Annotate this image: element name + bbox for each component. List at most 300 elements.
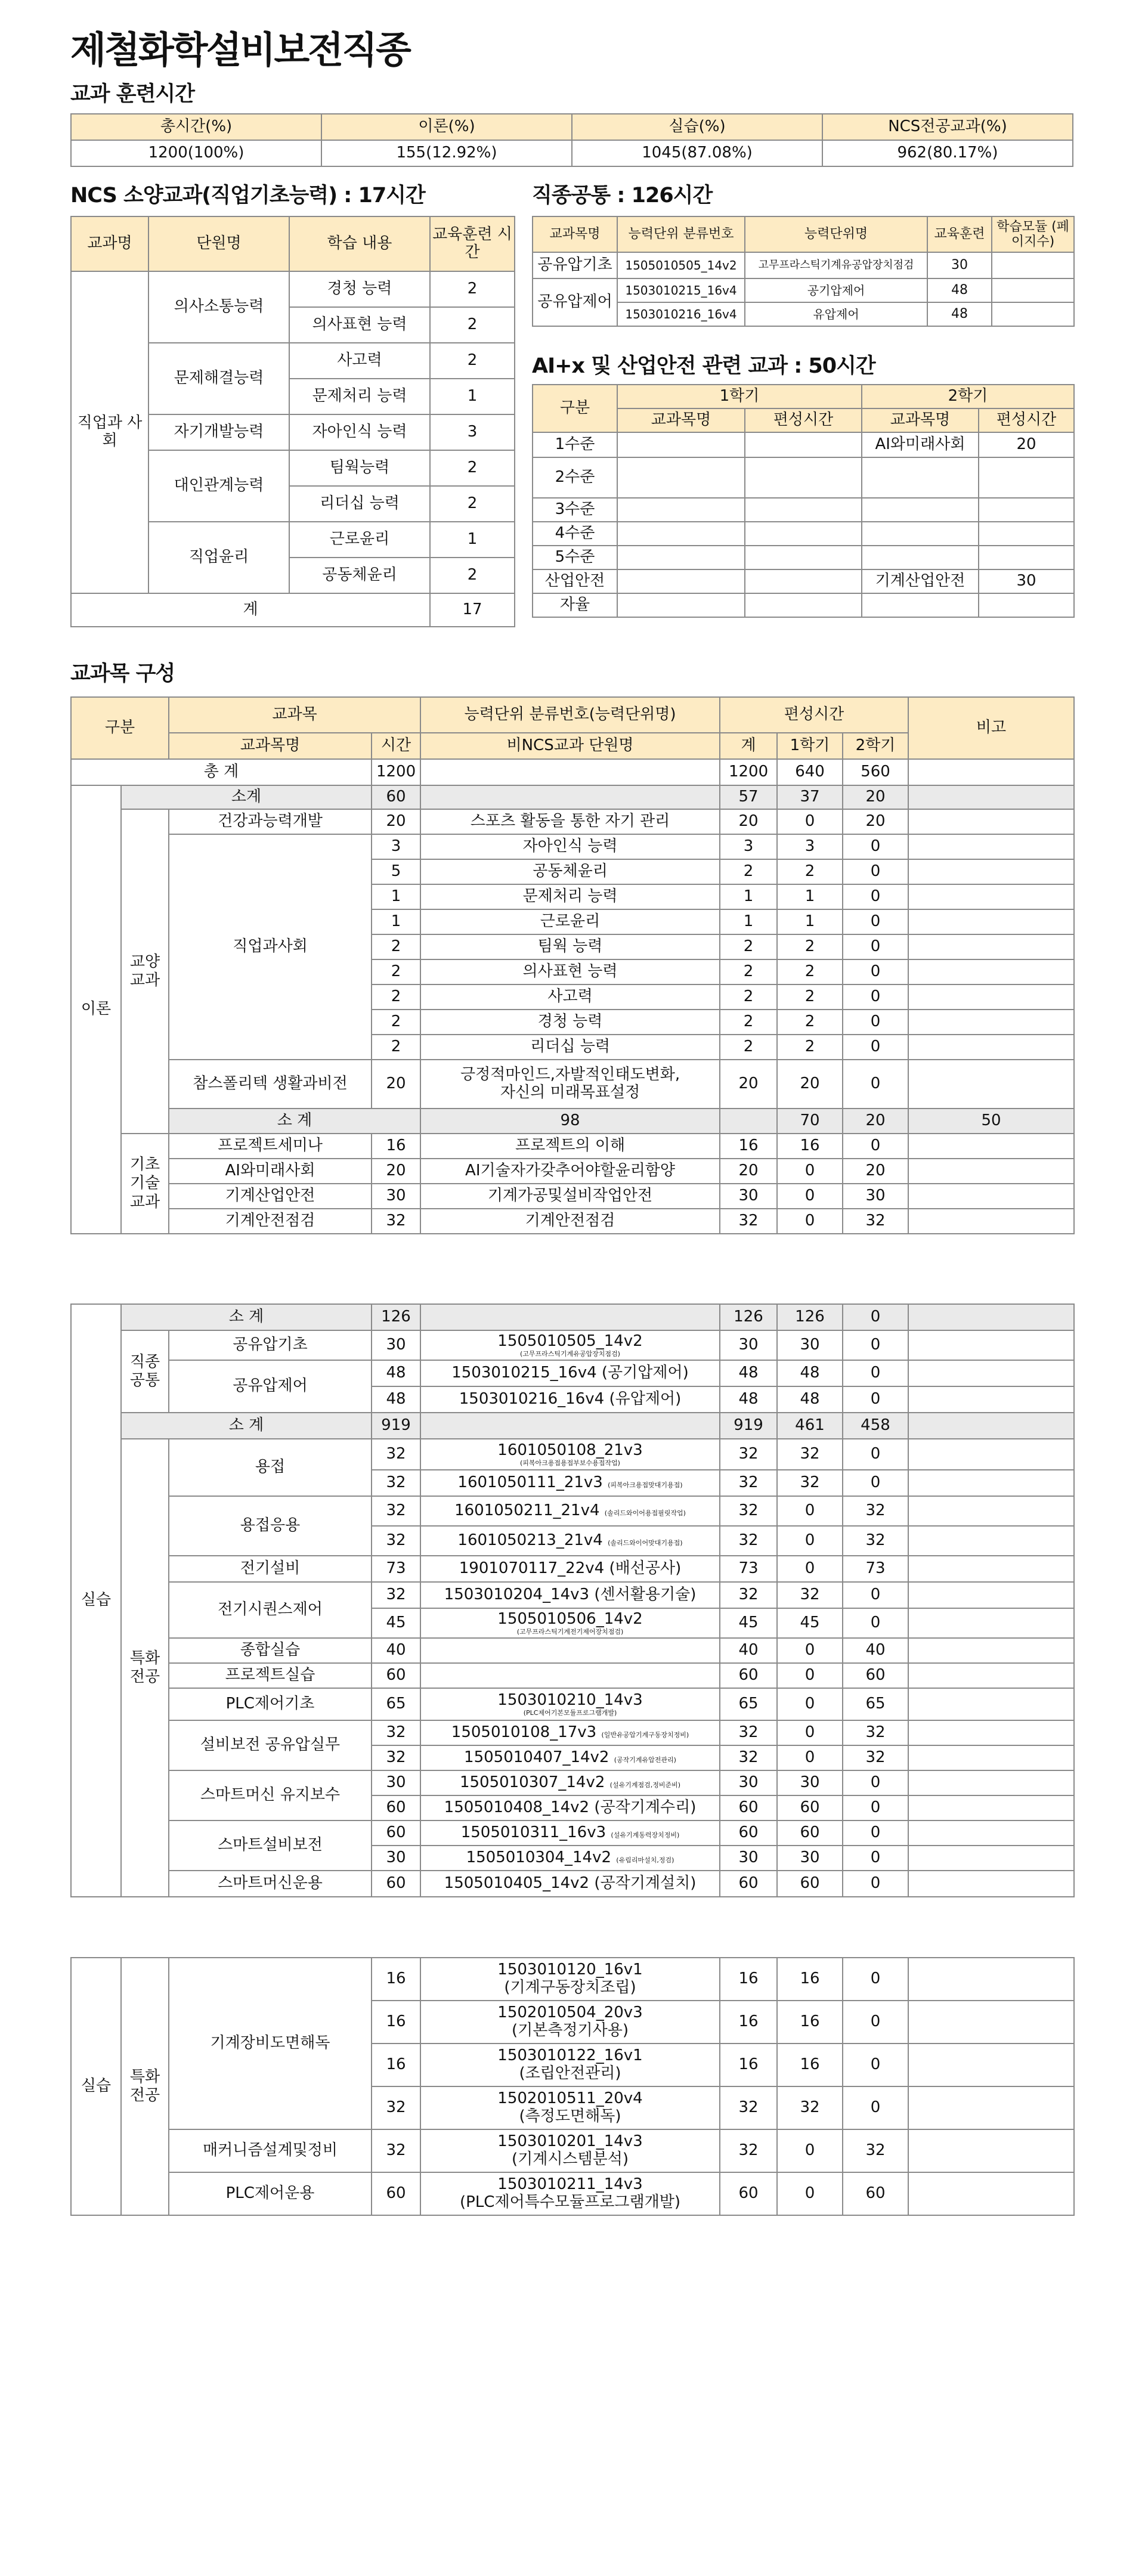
table-row: [71, 1770, 1074, 1795]
ncs-header-content: 학습 내용: [289, 216, 430, 271]
unit-small: (고무프라스틱기계유공압장치점검): [520, 1349, 620, 1358]
cell: 30: [777, 1330, 843, 1360]
cell: 30: [777, 1770, 843, 1795]
ai-cell: [862, 546, 979, 569]
grand-total-row: [71, 759, 1074, 785]
ai-cell: [745, 522, 862, 546]
cell: 60: [372, 2172, 420, 2215]
ai-cell: [745, 498, 862, 522]
unit-code: 1505010311_16v3: [460, 1823, 606, 1842]
cell: 스포츠 활동을 통한 자기 관리: [420, 809, 720, 834]
cell: 16: [372, 2001, 420, 2044]
ncs-content: 경청 능력: [289, 271, 430, 307]
cell: [908, 785, 1074, 809]
subtotal-row: [71, 785, 1074, 809]
unit-small: (PLC제어기본모듈프로그램개발): [523, 1708, 617, 1717]
cell: [908, 1134, 1074, 1159]
grand-total-label: 총 계: [71, 759, 372, 785]
subject-name: PLC제어운용: [169, 2172, 372, 2215]
value-total: 1200(100%): [71, 140, 321, 166]
cell: 1901070117_22v4 (배선공사): [420, 1556, 720, 1582]
unit-line: (기계시스템분석): [511, 2150, 629, 2168]
ai-cell: [979, 522, 1074, 546]
common-header-unit: 능력단위명: [745, 216, 927, 252]
cell: 60: [372, 1820, 420, 1846]
ncs-basic-table: [70, 216, 515, 627]
cell: [420, 1770, 720, 1795]
table-row: [71, 1184, 1074, 1209]
cell: [908, 1010, 1074, 1035]
cell: 65: [720, 1688, 777, 1720]
cell: [908, 2129, 1074, 2172]
common-unit: 유압제어: [745, 302, 927, 326]
cell: 461: [777, 1413, 843, 1439]
cell: [908, 1663, 1074, 1688]
subtotal-label: 소계: [121, 785, 372, 809]
ai-table: [532, 384, 1075, 618]
cell: 0: [843, 1770, 908, 1795]
ai-level: 자율: [533, 593, 617, 617]
cell: [420, 1720, 720, 1745]
cell: 2: [372, 959, 420, 984]
ncs-hours: 2: [430, 486, 515, 522]
cell: 0: [843, 1386, 908, 1413]
cell: 0: [843, 859, 908, 884]
unit-code: 1505010108_17v3: [451, 1723, 597, 1742]
header-ncs: NCS전공교과(%): [822, 114, 1073, 140]
table-row: [71, 834, 1074, 859]
cell: 32: [720, 1209, 777, 1234]
cell: [908, 1184, 1074, 1209]
cell: [908, 1035, 1074, 1060]
cell: [420, 2086, 720, 2129]
cell: 0: [843, 1795, 908, 1820]
cell: 0: [843, 2044, 908, 2086]
subject-name: 전기설비: [169, 1556, 372, 1582]
cell: 126: [720, 1304, 777, 1330]
unit-line: 1502010511_20v4: [497, 2089, 643, 2108]
cell: 0: [777, 1638, 843, 1663]
cell: [908, 984, 1074, 1010]
table-row: [71, 1330, 1074, 1360]
ai-cell: [745, 569, 862, 593]
comp-header-subject: 교과목: [169, 697, 420, 733]
cell: 57: [720, 785, 777, 809]
table-row: [71, 809, 1074, 834]
subject-name: 스마트설비보전: [169, 1820, 372, 1871]
cell: 2: [777, 1035, 843, 1060]
cell: 리더십 능력: [420, 1035, 720, 1060]
ncs-content: 근로윤리: [289, 522, 430, 558]
page-title: 제철화학설비보전직종: [70, 28, 410, 72]
cell: 32: [720, 1439, 777, 1470]
cell: 1200: [372, 759, 420, 785]
training-section-title: 교과 훈련시간: [70, 82, 195, 106]
cell: [420, 1958, 720, 2001]
cell: 60: [777, 1795, 843, 1820]
cell: 32: [843, 1209, 908, 1234]
cell: 2: [720, 934, 777, 959]
ai-cell: [979, 498, 1074, 522]
cell: 5: [372, 859, 420, 884]
cell: 32: [372, 1526, 420, 1556]
cell: 사고력: [420, 984, 720, 1010]
cell: 50: [908, 1109, 1074, 1134]
comp-header-sem2: 2학기: [843, 733, 908, 759]
ncs-hours: 3: [430, 414, 515, 450]
cell: 60: [372, 1795, 420, 1820]
ncs-content: 자아인식 능력: [289, 414, 430, 450]
table-row: [71, 1582, 1074, 1608]
ai-subheader: 교과목명: [617, 408, 745, 432]
cell: 32: [372, 2086, 420, 2129]
cell: 60: [372, 1663, 420, 1688]
table-row: [71, 1871, 1074, 1897]
cell: 0: [843, 1304, 908, 1330]
cell: 2: [372, 1035, 420, 1060]
cell: [420, 1439, 720, 1470]
cell: 문제처리 능력: [420, 884, 720, 909]
subtotal-label: 소 계: [169, 1109, 420, 1134]
cell: 32: [372, 1720, 420, 1745]
header-practice: 실습(%): [572, 114, 822, 140]
ncs-section-title: NCS 소양교과(직업기초능력) : 17시간: [70, 184, 425, 208]
unit-small: (솔리드와이어맞대기용접): [608, 1539, 683, 1547]
cell: 30: [720, 1330, 777, 1360]
common-module: [992, 302, 1074, 326]
comp-header-note: 비고: [908, 697, 1074, 759]
ai-header-level: 구분: [533, 385, 617, 432]
cell: [420, 1638, 720, 1663]
value-practice: 1045(87.08%): [572, 140, 822, 166]
cell: 16: [777, 2001, 843, 2044]
cell: 60: [720, 1820, 777, 1846]
common-header-subject: 교과목명: [533, 216, 617, 252]
common-module: [992, 278, 1074, 302]
ncs-content: 공동체윤리: [289, 558, 430, 593]
cell: 의사표현 능력: [420, 959, 720, 984]
cell: [420, 1470, 720, 1496]
ncs-content: 리더십 능력: [289, 486, 430, 522]
cell: 0: [843, 1582, 908, 1608]
ai-cell: [862, 498, 979, 522]
cell: 2: [720, 959, 777, 984]
unit-code: 1601050108_21v3: [497, 1441, 643, 1459]
table-row: [71, 1060, 1074, 1109]
unit-line: 자신의 미래목표설정: [500, 1083, 640, 1101]
ncs-subject: 직업과 사회: [71, 271, 148, 593]
ai-cell: [617, 593, 745, 617]
ai-subheader: 편성시간: [979, 408, 1074, 432]
cell: [908, 1330, 1074, 1360]
cell: 0: [777, 1526, 843, 1556]
composition-table-theory: [70, 696, 1075, 1234]
ai-cell: 20: [979, 432, 1074, 457]
cell: 73: [843, 1556, 908, 1582]
cell: 0: [777, 1209, 843, 1234]
cell: 1505010408_14v2 (공작기계수리): [420, 1795, 720, 1820]
unit-small: (설유기계동력장치정비): [611, 1831, 680, 1840]
cell: [908, 759, 1074, 785]
cell: 기계안전점검: [420, 1209, 720, 1234]
cell: 1: [372, 884, 420, 909]
cell: 32: [720, 1470, 777, 1496]
cell: 32: [372, 1439, 420, 1470]
cell: 0: [777, 2129, 843, 2172]
cell: 3: [777, 834, 843, 859]
cell: 32: [777, 1470, 843, 1496]
subject-name: 스마트머신운용: [169, 1871, 372, 1897]
common-module: [992, 252, 1074, 278]
cell: [420, 1846, 720, 1871]
table-row: [71, 1496, 1074, 1526]
cell: [908, 1360, 1074, 1386]
cell: 0: [843, 1439, 908, 1470]
cell: 30: [720, 1770, 777, 1795]
cell: 공동체윤리: [420, 859, 720, 884]
practice-label: 실습: [71, 1958, 121, 2215]
subject-name: 기계장비도면해독: [169, 1958, 372, 2129]
group-label: 특화 전공: [121, 1439, 169, 1897]
ai-level: 5수준: [533, 546, 617, 569]
cell: 30: [372, 1184, 420, 1209]
cell: 0: [843, 1846, 908, 1871]
cell: 팀웍 능력: [420, 934, 720, 959]
ai-level: 3수준: [533, 498, 617, 522]
cell: [420, 1496, 720, 1526]
ncs-unit: 대인관계능력: [148, 450, 289, 522]
subject-name: 용접응용: [169, 1496, 372, 1556]
ai-row: [533, 546, 1074, 569]
ncs-hours: 1: [430, 522, 515, 558]
ncs-unit: 직업윤리: [148, 522, 289, 593]
table-row: [71, 2172, 1074, 2215]
cell: 20: [843, 785, 908, 809]
composition-table-practice: [70, 1304, 1075, 1897]
cell: [420, 1688, 720, 1720]
subject-name: 종합실습: [169, 1638, 372, 1663]
subject-name: 기계산업안전: [169, 1184, 372, 1209]
ai-cell: [862, 522, 979, 546]
ai-section-title: AI+x 및 산업안전 관련 교과 : 50시간: [532, 354, 875, 378]
cell: 45: [372, 1608, 420, 1638]
cell: 20: [372, 809, 420, 834]
ai-subheader: 편성시간: [745, 408, 862, 432]
cell: 0: [843, 1035, 908, 1060]
cell: 0: [777, 1720, 843, 1745]
cell: 0: [777, 1745, 843, 1770]
cell: [908, 1688, 1074, 1720]
unit-line: (측정도면해독): [519, 2107, 621, 2125]
cell: 32: [372, 1496, 420, 1526]
common-code: 1505010505_14v2: [617, 252, 745, 278]
cell: [908, 1846, 1074, 1871]
cell: 60: [720, 1795, 777, 1820]
cell: 40: [372, 1638, 420, 1663]
ai-cell: [617, 569, 745, 593]
subject-name: 전기시퀀스제어: [169, 1582, 372, 1638]
cell: [908, 1795, 1074, 1820]
cell: 경청 능력: [420, 1010, 720, 1035]
cell: [420, 2001, 720, 2044]
ncs-total-label: 계: [71, 593, 430, 627]
ncs-header-unit: 단원명: [148, 216, 289, 271]
ai-header-sem1: 1학기: [617, 385, 862, 408]
common-code: 1503010216_16v4: [617, 302, 745, 326]
cell: 2: [720, 1035, 777, 1060]
cell: [908, 1556, 1074, 1582]
ai-cell: [617, 457, 745, 498]
cell: 1: [777, 884, 843, 909]
cell: [908, 1638, 1074, 1663]
cell: 0: [843, 2086, 908, 2129]
cell: 2: [777, 859, 843, 884]
cell: 560: [843, 759, 908, 785]
common-code: 1503010215_16v4: [617, 278, 745, 302]
ncs-content: 의사표현 능력: [289, 307, 430, 343]
table-row: [71, 1958, 1074, 2001]
cell: 32: [843, 1720, 908, 1745]
cell: 60: [720, 1871, 777, 1897]
ai-cell: AI와미래사회: [862, 432, 979, 457]
subtotal-label: 소 계: [121, 1304, 372, 1330]
ncs-total: 17: [430, 593, 515, 627]
cell: 60: [720, 2172, 777, 2215]
cell: 32: [372, 1470, 420, 1496]
ai-row: [533, 522, 1074, 546]
group-label: 직종 공통: [121, 1330, 169, 1413]
cell: 32: [720, 1720, 777, 1745]
ai-level: 4수준: [533, 522, 617, 546]
comp-header-gubun: 구분: [71, 697, 169, 759]
cell: 2: [777, 984, 843, 1010]
subject-name: 공유압제어: [169, 1360, 372, 1413]
cell: [908, 2001, 1074, 2044]
cell: 48: [777, 1386, 843, 1413]
cell: 2: [372, 934, 420, 959]
cell: 45: [720, 1608, 777, 1638]
cell: 32: [777, 1439, 843, 1470]
cell: 32: [372, 1745, 420, 1770]
unit-line: (PLC제어특수모듈프로그램개발): [460, 2193, 680, 2211]
cell: 1: [720, 909, 777, 934]
cell: [908, 1820, 1074, 1846]
cell: [720, 1109, 777, 1134]
ncs-unit: 자기개발능력: [148, 414, 289, 450]
cell: 73: [372, 1556, 420, 1582]
cell: 기계가공및설비작업안전: [420, 1184, 720, 1209]
unit-small: (설유기계점검,정비준비): [609, 1781, 681, 1789]
cell: 30: [372, 1770, 420, 1795]
cell: [908, 1304, 1074, 1330]
table-row: [71, 2129, 1074, 2172]
common-header-hours: 교육훈련: [927, 216, 992, 252]
unit-line: 1503010211_14v3: [497, 2175, 643, 2194]
unit-code: 1505010506_14v2: [497, 1610, 643, 1628]
cell: 98: [420, 1109, 720, 1134]
ai-cell: [745, 546, 862, 569]
unit-small: (피복아크용접맞대기용접): [608, 1481, 683, 1490]
cell: 16: [372, 1134, 420, 1159]
cell: 40: [843, 1638, 908, 1663]
ncs-hours: 2: [430, 450, 515, 486]
cell: 0: [843, 2001, 908, 2044]
cell: 32: [777, 1582, 843, 1608]
cell: [908, 909, 1074, 934]
cell: 2: [372, 984, 420, 1010]
cell: 32: [777, 2086, 843, 2129]
cell: 32: [720, 1745, 777, 1770]
unit-line: 1503010122_16v1: [497, 2046, 643, 2065]
subject-name: 설비보전 공유압실무: [169, 1720, 372, 1770]
value-theory: 155(12.92%): [321, 140, 572, 166]
cell: 20: [720, 1159, 777, 1184]
cell: 1505010405_14v2 (공작기계설치): [420, 1871, 720, 1897]
cell: [420, 2129, 720, 2172]
cell: 60: [843, 1663, 908, 1688]
cell: [420, 1304, 720, 1330]
cell: 0: [843, 1060, 908, 1109]
cell: 16: [720, 2001, 777, 2044]
cell: [908, 1871, 1074, 1897]
header-total: 총시간(%): [71, 114, 321, 140]
cell: 640: [777, 759, 843, 785]
cell: 32: [720, 2086, 777, 2129]
cell: [420, 1330, 720, 1360]
table-row: [71, 1663, 1074, 1688]
cell: [908, 1386, 1074, 1413]
unit-small: (공작기계유압전관리): [614, 1756, 676, 1764]
cell: [908, 2172, 1074, 2215]
cell: 0: [843, 1134, 908, 1159]
cell: 32: [720, 1526, 777, 1556]
ai-cell: [617, 432, 745, 457]
unit-line: 1503010201_14v3: [497, 2132, 643, 2151]
unit-small: (피복아크용접용접부보수용접작업): [520, 1459, 620, 1467]
cell: 20: [720, 809, 777, 834]
cell: 0: [843, 1010, 908, 1035]
cell: 32: [720, 1496, 777, 1526]
cell: 32: [843, 1745, 908, 1770]
group-label: 교양 교과: [121, 809, 169, 1134]
cell: 60: [372, 1871, 420, 1897]
unit-code: 1503010210_14v3: [497, 1691, 643, 1709]
cell: [908, 1060, 1074, 1109]
cell: [908, 1608, 1074, 1638]
cell: 0: [777, 1496, 843, 1526]
common-section-title: 직종공통 : 126시간: [532, 184, 713, 208]
cell: 32: [372, 2129, 420, 2172]
cell: 45: [777, 1608, 843, 1638]
unit-line: (기본측정기사용): [511, 2021, 629, 2039]
cell: 1503010215_16v4 (공기압제어): [420, 1360, 720, 1386]
cell: 919: [720, 1413, 777, 1439]
cell: [908, 1770, 1074, 1795]
cell: 32: [720, 1582, 777, 1608]
subject-name: 공유압기초: [169, 1330, 372, 1360]
comp-header-nonncs: 비NCS교과 단원명: [420, 733, 720, 759]
cell: 0: [843, 1470, 908, 1496]
cell: 0: [843, 1820, 908, 1846]
comp-header-unit: 능력단위 분류번호(능력단위명): [420, 697, 720, 733]
cell: 20: [843, 1109, 908, 1134]
cell: [908, 884, 1074, 909]
subject-name: 기계안전점검: [169, 1209, 372, 1234]
cell: 2: [777, 1010, 843, 1035]
cell: 3: [720, 834, 777, 859]
cell: 48: [372, 1386, 420, 1413]
comp-header-time: 시간: [372, 733, 420, 759]
